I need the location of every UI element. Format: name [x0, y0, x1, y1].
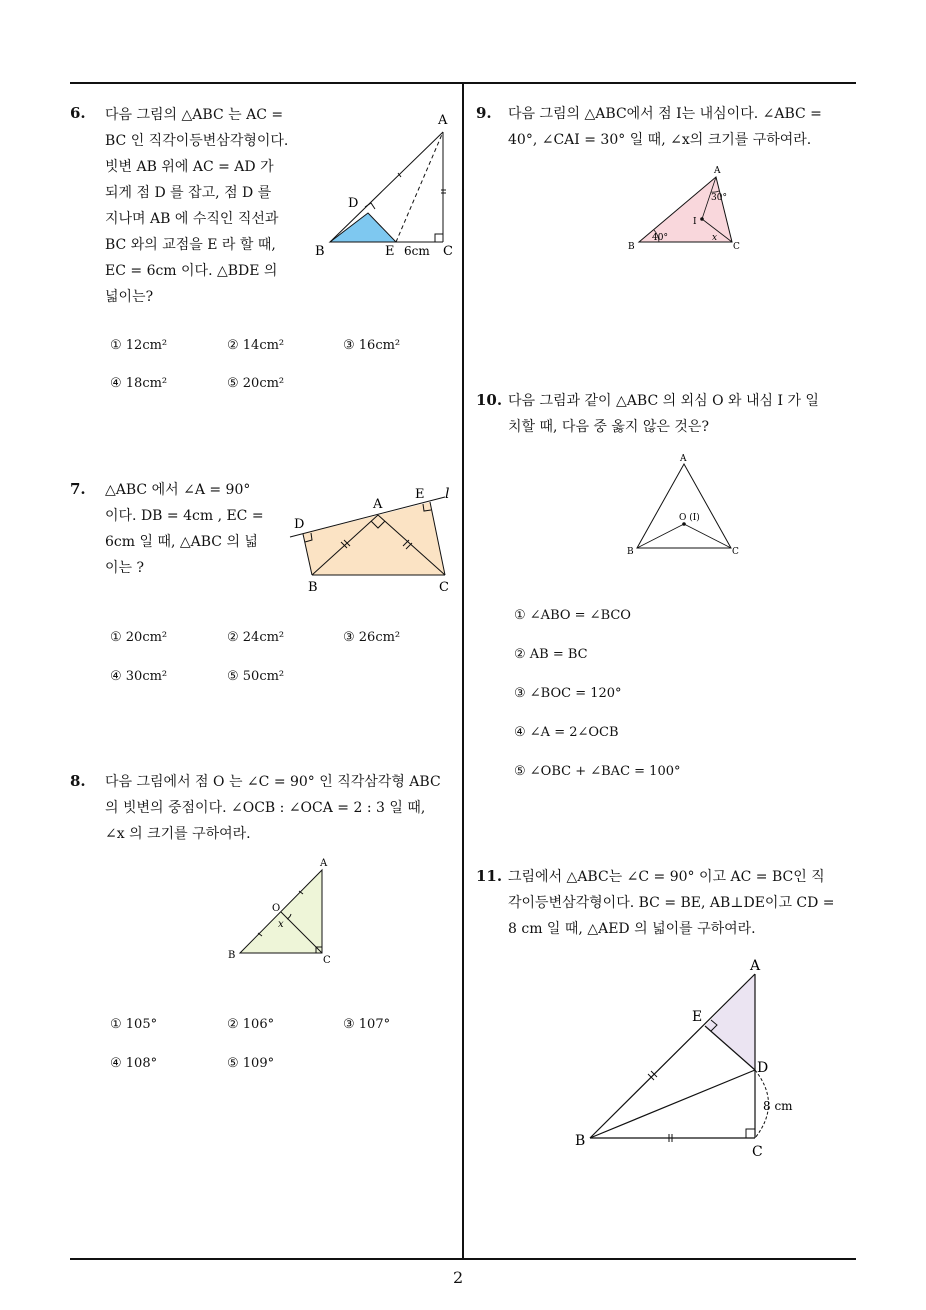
q10-option[interactable]: ④ ∠A = 2∠OCB: [514, 725, 619, 740]
q6-option[interactable]: ② 14cm²: [227, 338, 285, 353]
q8-option[interactable]: ② 106°: [227, 1017, 275, 1032]
q8-label-c: C: [323, 955, 331, 966]
q7-text: [105, 477, 270, 581]
q11-figure: [570, 952, 810, 1167]
q7-label-l: l: [445, 486, 450, 502]
q8-option[interactable]: ④ 108°: [110, 1056, 158, 1071]
q10-label-c: C: [732, 547, 739, 557]
q10-number: 10.: [476, 391, 503, 409]
q9-label-c: C: [733, 242, 740, 252]
q7-label-e: E: [415, 487, 425, 502]
q6-line: 지나며 AB 에 수직인 직선과: [105, 211, 279, 227]
q8-label-b: B: [228, 950, 236, 961]
q7-line: 이는 ?: [105, 560, 145, 576]
q11-label-len: 8 cm: [763, 1099, 793, 1113]
q10-option[interactable]: ② AB = BC: [514, 647, 588, 662]
q7-label-b: B: [308, 580, 318, 595]
q6-line: 빗변 AB 위에 AC = AD 가: [105, 159, 274, 175]
q7-line: △ABC 에서 ∠A = 90°: [105, 482, 251, 498]
q8-line: 의 빗변의 중점이다. ∠OCB : ∠OCA = 2 : 3 일 때,: [105, 800, 426, 816]
q8-option[interactable]: ⑤ 109°: [227, 1056, 275, 1071]
q10-label-oi: O (I): [679, 513, 700, 523]
q10-text: [508, 388, 858, 440]
q6-figure: [310, 105, 460, 265]
q7-label-a: A: [373, 497, 383, 512]
q11-label-a: A: [750, 958, 761, 974]
q11-line: 8 cm 일 때, △AED 의 넓이를 구하여라.: [508, 921, 756, 937]
q6-label-len: 6cm: [404, 244, 430, 258]
q6-text: [105, 102, 300, 310]
q8-text: [105, 769, 460, 847]
q7-line: 6cm 일 때, △ABC 의 넓: [105, 534, 258, 550]
q7-option[interactable]: ④ 30cm²: [110, 669, 168, 684]
q7-line: 이다. DB = 4cm , EC =: [105, 508, 264, 524]
q11-number: 11.: [476, 867, 503, 885]
q9-label-x: x: [712, 233, 718, 243]
q10-label-b: B: [627, 547, 634, 557]
q6-line: 되게 점 D 를 잡고, 점 D 를: [105, 185, 272, 201]
q9-text: [508, 101, 858, 153]
q6-line: BC 와의 교점을 E 라 할 때,: [105, 237, 276, 253]
q9-number: 9.: [476, 104, 492, 122]
q7-option[interactable]: ① 20cm²: [110, 630, 168, 645]
q11-line: 각이등변삼각형이다. BC = BE, AB⊥DE이고 CD =: [508, 895, 835, 911]
q9-label-a: A: [714, 166, 721, 176]
q11-label-c: C: [752, 1144, 763, 1160]
q6-line: 다음 그림의 △ABC 는 AC =: [105, 107, 284, 123]
q6-line: EC = 6cm 이다. △BDE 의: [105, 263, 278, 279]
q10-option[interactable]: ⑤ ∠OBC + ∠BAC = 100°: [514, 764, 681, 779]
q8-label-x: x: [278, 919, 284, 930]
q11-label-e: E: [692, 1009, 703, 1025]
q11-triangle-aed: [705, 974, 755, 1070]
q9-line: 40°, ∠CAI = 30° 일 때, ∠x의 크기를 구하여라.: [508, 132, 812, 148]
q10-line: 치할 때, 다음 중 옳지 않은 것은?: [508, 419, 709, 435]
bottom-rule: [70, 1258, 856, 1260]
q6-option[interactable]: ⑤ 20cm²: [227, 376, 285, 391]
q6-label-b: B: [315, 244, 325, 259]
column-divider: [462, 82, 464, 1259]
q7-option[interactable]: ② 24cm²: [227, 630, 285, 645]
q6-triangle-bde: [330, 213, 396, 242]
q7-figure: [285, 482, 460, 597]
q6-label-d: D: [348, 196, 359, 211]
q6-line: BC 인 직각이등변삼각형이다.: [105, 133, 289, 149]
q8-line: ∠x 의 크기를 구하여라.: [105, 826, 251, 842]
q9-figure: [622, 162, 747, 257]
q11-label-d: D: [757, 1060, 769, 1076]
q10-option[interactable]: ③ ∠BOC = 120°: [514, 686, 622, 701]
q8-figure: [225, 858, 345, 968]
q11-text: [508, 864, 858, 942]
q9-line: 다음 그림의 △ABC에서 점 I는 내심이다. ∠ABC =: [508, 106, 822, 122]
q10-line: 다음 그림과 같이 △ABC 의 외심 O 와 내심 I 가 일: [508, 393, 819, 409]
q6-line: 넓이는?: [105, 289, 154, 305]
q7-label-d: D: [294, 517, 305, 532]
q10-figure: [622, 450, 747, 560]
q8-label-a: A: [320, 858, 328, 869]
q7-option[interactable]: ③ 26cm²: [343, 630, 401, 645]
q8-label-o: O: [272, 903, 281, 914]
q8-option[interactable]: ③ 107°: [343, 1017, 391, 1032]
q11-line: 그림에서 △ABC는 ∠C = 90° 이고 AC = BC인 직: [508, 869, 825, 885]
q6-number: 6.: [70, 104, 86, 122]
q9-label-40: 40°: [652, 233, 668, 243]
q9-label-30: 30°: [711, 193, 727, 203]
q6-option[interactable]: ① 12cm²: [110, 338, 168, 353]
q6-label-a: A: [438, 113, 448, 128]
q6-label-e: E: [385, 244, 395, 259]
q7-number: 7.: [70, 480, 86, 498]
q9-label-i: I: [693, 217, 697, 227]
q10-label-a: A: [680, 454, 687, 464]
q11-label-b: B: [575, 1133, 586, 1149]
q8-line: 다음 그림에서 점 O 는 ∠C = 90° 인 직각삼각형 ABC: [105, 774, 441, 790]
q7-label-c: C: [439, 580, 449, 595]
q8-number: 8.: [70, 772, 86, 790]
q10-triangle: [637, 464, 731, 548]
q6-option[interactable]: ③ 16cm²: [343, 338, 401, 353]
q10-option[interactable]: ① ∠ABO = ∠BCO: [514, 608, 631, 623]
page-number: 2: [453, 1268, 464, 1287]
q7-option[interactable]: ⑤ 50cm²: [227, 669, 285, 684]
q9-label-b: B: [628, 242, 635, 252]
q8-option[interactable]: ① 105°: [110, 1017, 158, 1032]
q6-label-c: C: [443, 244, 453, 259]
q6-option[interactable]: ④ 18cm²: [110, 376, 168, 391]
